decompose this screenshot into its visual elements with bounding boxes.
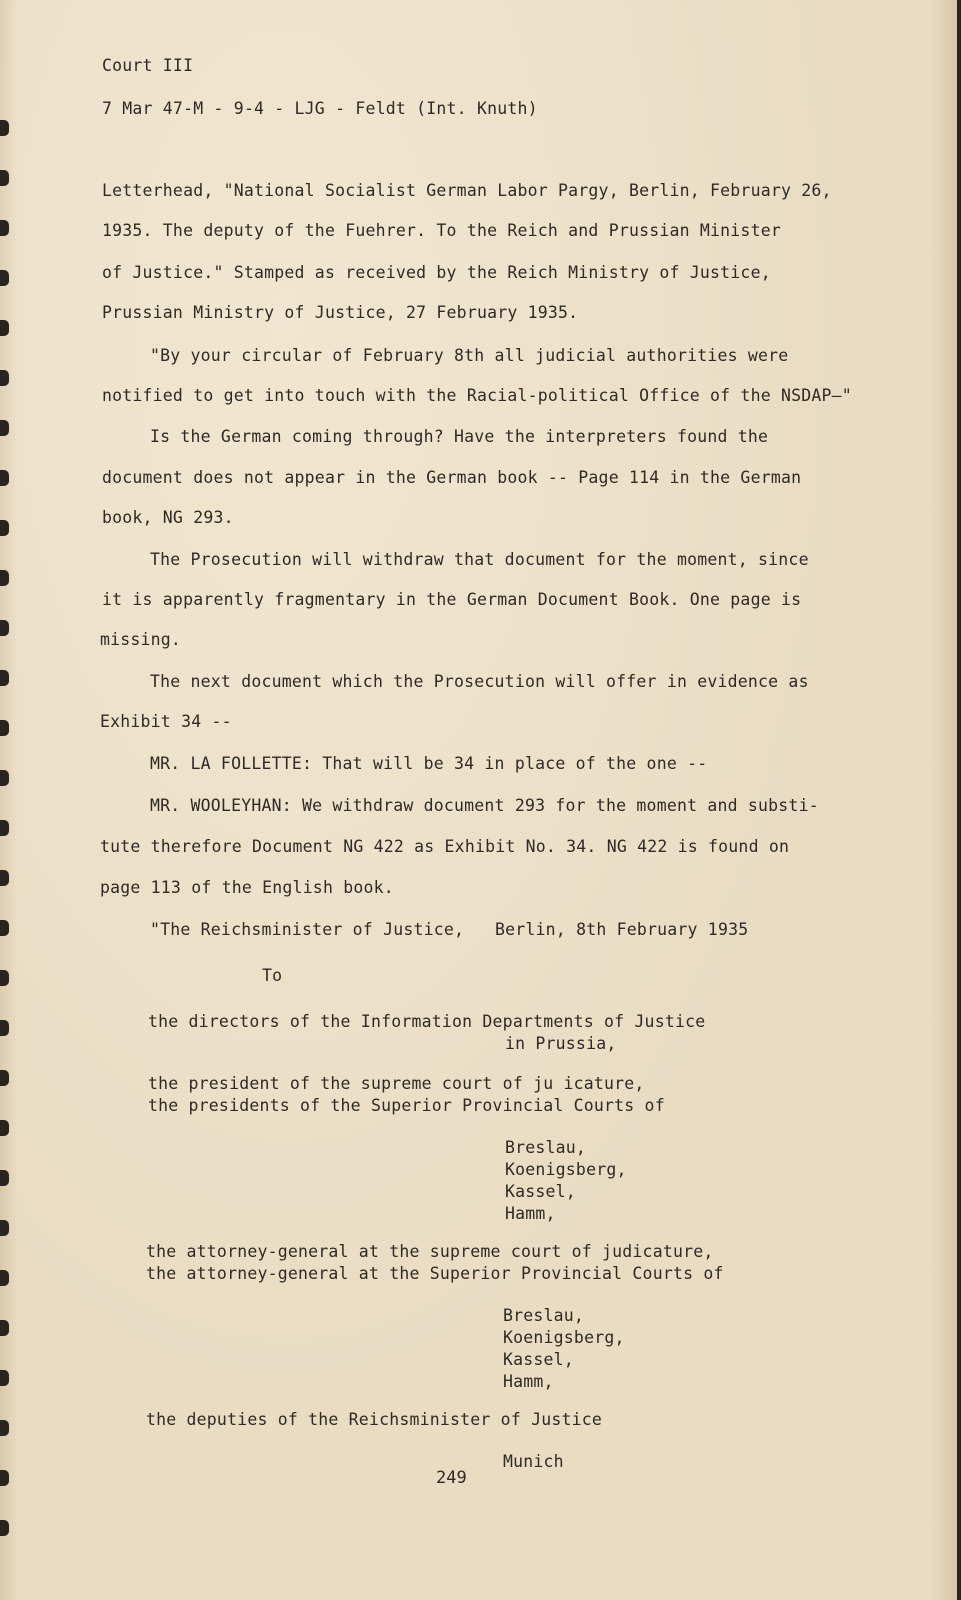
- addressee-line: in Prussia,: [505, 1034, 617, 1053]
- addressee-line: the president of the supreme court of ju icature,: [148, 1074, 645, 1093]
- paragraph-line: page 113 of the English book.: [100, 878, 394, 897]
- letter-place-date: Berlin, 8th February 1935: [495, 920, 749, 939]
- court-city: Hamm,: [503, 1372, 554, 1391]
- speaker-line: MR. WOOLEYHAN: We withdraw document 293 for the moment and substi-: [150, 796, 819, 815]
- court-city: Kassel,: [505, 1182, 576, 1201]
- addressee-line: the attorney-general at the supreme court of judicature,: [146, 1242, 714, 1261]
- paragraph-line: 1935. The deputy of the Fuehrer. To the Reich and Prussian Minister: [102, 221, 781, 240]
- paragraph-line: notified to get into touch with the Racial-political Office of the NSDAP—": [102, 386, 852, 405]
- addressee-line: the attorney-general at the Superior Provincial Courts of: [146, 1264, 724, 1283]
- letter-to: To: [262, 966, 283, 985]
- paragraph-line: The next document which the Prosecution will offer in evidence as: [150, 672, 809, 691]
- paragraph-line: The Prosecution will withdraw that document for the moment, since: [150, 550, 809, 569]
- addressee-line: the deputies of the Reichsminister of Justice: [146, 1410, 603, 1429]
- paragraph-line: Exhibit 34 --: [100, 712, 232, 731]
- court-header: Court III: [102, 56, 194, 75]
- addressee-line: the directors of the Information Departments of Justice: [148, 1012, 706, 1031]
- paragraph-line: "By your circular of February 8th all judicial authorities were: [150, 346, 789, 365]
- court-city: Koenigsberg,: [505, 1160, 627, 1179]
- paragraph-line: book, NG 293.: [102, 508, 234, 527]
- paragraph-line: Prussian Ministry of Justice, 27 February 1935.: [102, 303, 579, 322]
- court-city: Hamm,: [505, 1204, 556, 1223]
- page-number: 249: [436, 1468, 467, 1488]
- binding-holes: [0, 0, 10, 1600]
- paragraph-line: document does not appear in the German book -- Page 114 in the German: [102, 468, 802, 487]
- paragraph-line: tute therefore Document NG 422 as Exhibit No. 34. NG 422 is found on: [100, 837, 790, 856]
- paragraph-line: missing.: [100, 630, 182, 649]
- court-city: Kassel,: [503, 1350, 574, 1369]
- speaker-line: MR. LA FOLLETTE: That will be 34 in place of the one --: [150, 754, 708, 773]
- paragraph-line: of Justice." Stamped as received by the Reich Ministry of Justice,: [102, 263, 771, 282]
- session-line: 7 Mar 47-M - 9-4 - LJG - Feldt (Int. Knuth): [102, 99, 538, 118]
- court-city: Breslau,: [505, 1138, 587, 1157]
- court-city: Breslau,: [503, 1306, 585, 1325]
- paragraph-line: Is the German coming through? Have the interpreters found the: [150, 427, 769, 446]
- letter-heading: "The Reichsminister of Justice,: [150, 920, 465, 939]
- addressee-line: the presidents of the Superior Provincial Courts of: [148, 1096, 665, 1115]
- court-city: Koenigsberg,: [503, 1328, 625, 1347]
- paragraph-line: it is apparently fragmentary in the German Document Book. One page is: [102, 590, 802, 609]
- court-city: Munich: [503, 1452, 564, 1471]
- paragraph-line: Letterhead, "National Socialist German Labor Pargy, Berlin, February 26,: [102, 181, 832, 200]
